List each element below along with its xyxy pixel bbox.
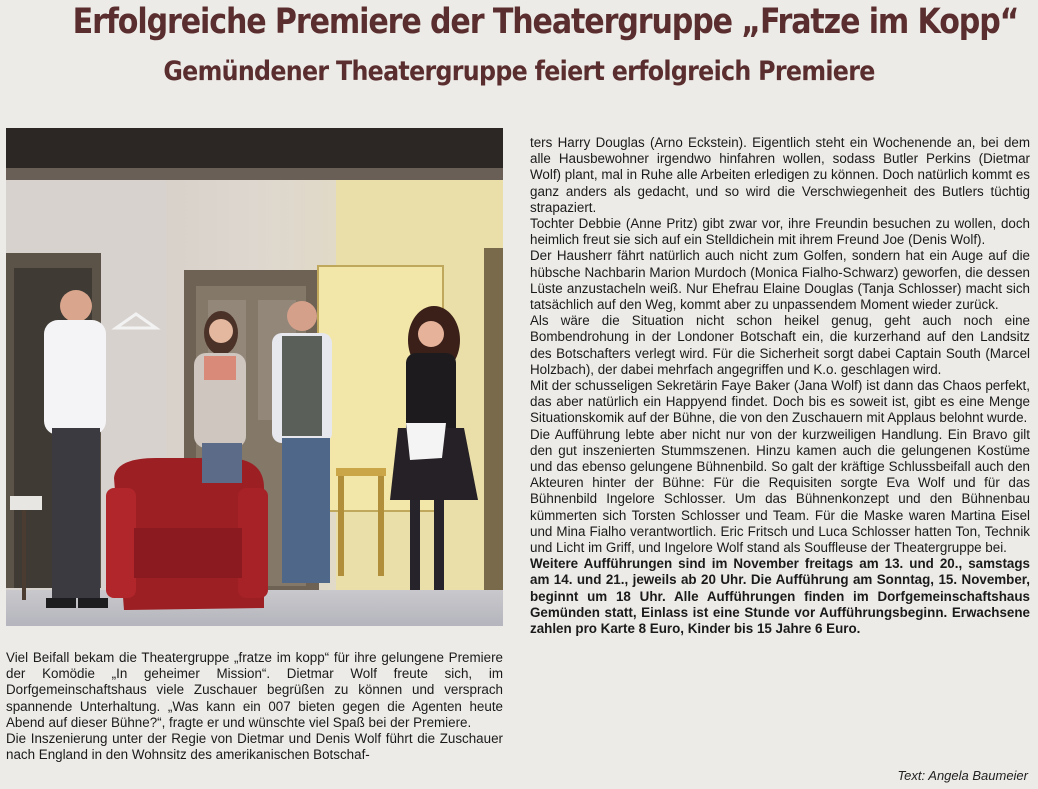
paragraph: ters Harry Douglas (Arno Eckstein). Eigentlich steht ein Wochenende an, bei dem alle Hausbewohner irgendwo hinfahren wollen, sodass Butler Perkins (Dietmar Wolf) plant, mal in Ruhe alle Arbeiten erledigen zu können. Doch natürlich kommt es ganz anders als gedacht, und so wird die Verschwiegenheit des Butlers tüchtig strapaziert. (530, 135, 1030, 215)
paragraph: Die Aufführung lebte aber nicht nur von der kurzweiligen Handlung. Ein Bravo gilt den gut inszenierten Stummszenen. Hinzu kamen auch die gelungenen Kostüme und das ebenso gelungene Bühnenbild. So galt der kräftige Schlussbeifall auch den Akteuren hinter der Bühne: Für die Requisiten sorgte Eva Wolf und für das Bühnenbild Ingelore Schlosser. Um das Bühnenkonzept und den Bühnenbau kümmerten sich Torsten Schlosser und Team. Für die Maske waren Martina Eisel und Mina Fialho verantwortlich. Eric Fritsch und Luca Schlosser hatten Ton, Technik und Licht im Griff, und Ingelore Wolf stand als Souffleuse der Theatergruppe bei. (530, 426, 1030, 556)
headline: Erfolgreiche Premiere der Theatergruppe „Fratze im Kopp“ (72, 2, 1019, 42)
paragraph: Mit der schusseligen Sekretärin Faye Baker (Jana Wolf) ist dann das Chaos perfekt, das aber natürlich ein Happyend findet. Doch bis es soweit ist, gibt es eine Menge Situationskomik auf der Bühne, die von den Zuschauern mit Applaus belohnt wurde. (530, 378, 1030, 426)
article-column-right (530, 135, 1030, 637)
subheadline: Gemündener Theatergruppe feiert erfolgreich Premiere (163, 56, 875, 87)
bleed-through-text (510, 95, 1038, 125)
paragraph: Die Inszenierung unter der Regie von Dietmar und Denis Wolf führt die Zuschauer nach England in den Wohnsitz des amerikanischen Botschaf- (6, 731, 503, 763)
article-column-left (6, 650, 503, 763)
stage-photo (6, 128, 503, 626)
paragraph: Tochter Debbie (Anne Pritz) gibt zwar vor, ihre Freundin besuchen zu wollen, doch heimlich freut sie sich auf ein Stelldichein mit ihrem Freund Joe (Denis Wolf). (530, 216, 1030, 248)
paragraph: Der Hausherr fährt natürlich auch nicht zum Golfen, sondern hat ein Auge auf die hübsche Nachbarin Marion Murdoch (Monica Fialho-Schwarz) geworfen, die dessen Lüste anzustacheln weiß. Nur Ehefrau Elaine Douglas (Tanja Schlosser) macht sich tatsächlich auf den Weg, kommt aber zu unpassendem Moment wieder zurück. (530, 248, 1030, 313)
paragraph: Viel Beifall bekam die Theatergruppe „fratze im kopp“ für ihre gelungene Premiere der Komödie „In geheimer Mission“. Dietmar Wolf freute sich, im Dorfgemeinschaftshaus viele Zuschauer begrüßen zu können und versprach spannende Unterhaltung. „Was kann ein 007 bieten gegen die Agenten heute Abend auf dieser Bühne?“, fragte er und wünschte viel Spaß bei der Premiere. (6, 650, 503, 730)
author-credit: Text: Angela Baumeier (897, 768, 1028, 783)
paragraph: Als wäre die Situation nicht schon heikel genug, geht auch noch eine Bombendrohung in der Londoner Botschaft ein, die kurzerhand auf den Landsitz des Botschafters verlegt wird. Für die Sicherheit sorgt dabei Captain South (Marcel Holzbach), der dabei mehrfach angegriffen und K.o. geschlagen wird. (530, 313, 1030, 377)
performances-note: Weitere Aufführungen sind im November freitags am 13. und 20., samstags am 14. und 21., jeweils ab 20 Uhr. Die Aufführung am Sonntag, 15. November, beginnt um 18 Uhr. Alle Aufführungen finden im Dorfgemeinschaftshaus Gemünden statt, Einlass ist eine Stunde vor Aufführungsbeginn. Erwachsene zahlen pro Karte 8 Euro, Kinder bis 15 Jahre 6 Euro. (530, 556, 1030, 637)
stage-scene-illustration (6, 128, 503, 626)
